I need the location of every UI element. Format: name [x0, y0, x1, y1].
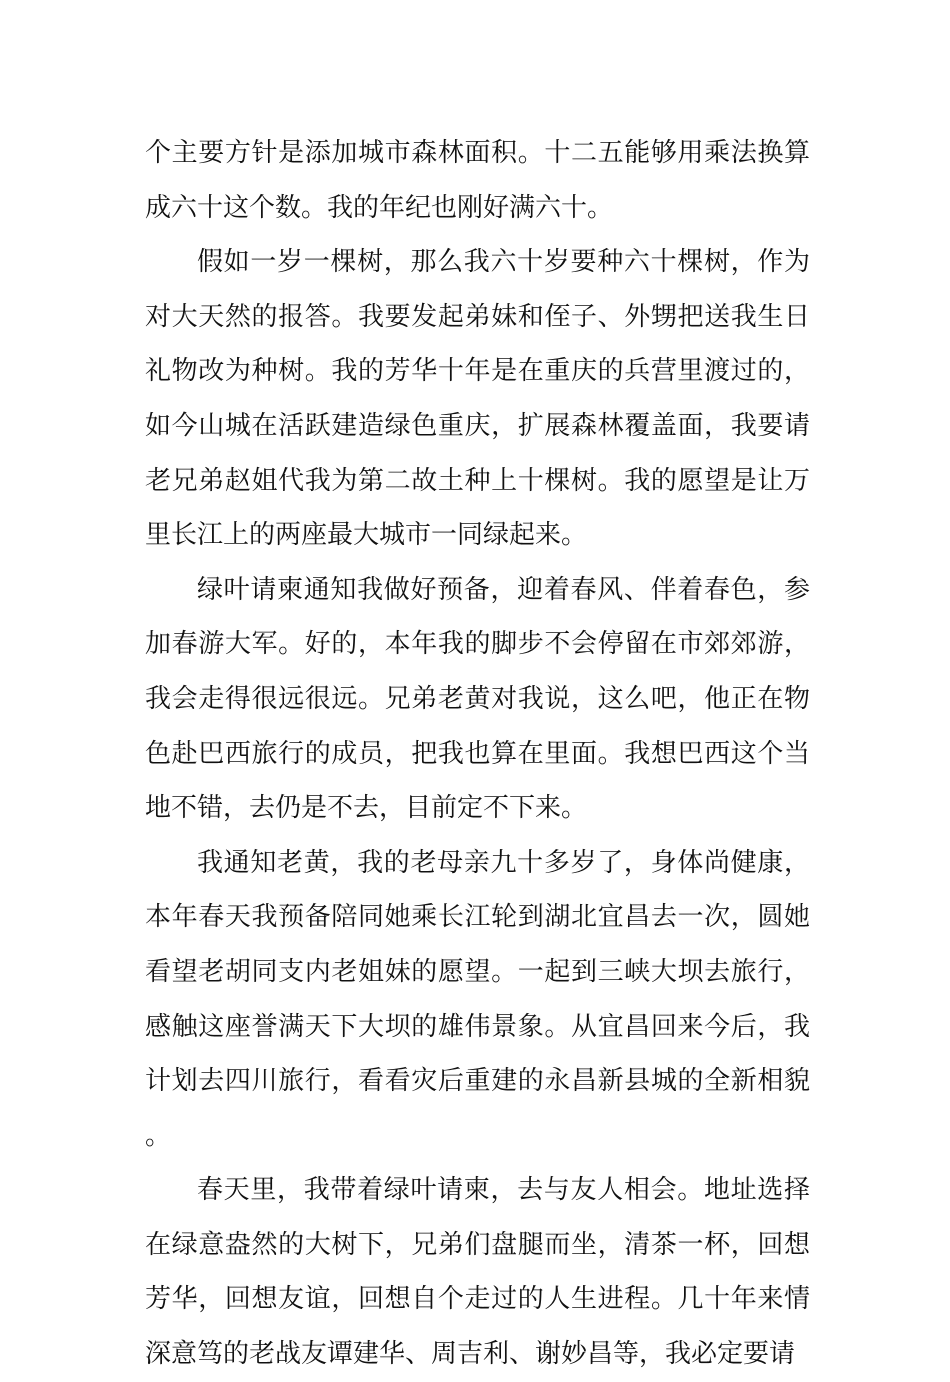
paragraph: 春天里，我带着绿叶请柬，去与友人相会。地址选择在绿意盎然的大树下，兄弟们盘腿而坐，清茶一杯，回想芳华，回想友谊，回想自个走过的人生进程。几十年来情深意笃的老战友谭建华、周吉利、谢妙昌等，我必定要请 [145, 1175, 810, 1370]
paragraph: 绿叶请柬通知我做好预备，迎着春风、伴着春色，参加春游大军。好的，本年我的脚步不会停留在市郊郊游，我会走得很远很远。兄弟老黄对我说，这么吧，他正在物色赴巴西旅行的成员，把我也算在里面。我想巴西这个当地不错，去仍是不去，目前定不下来。 [145, 574, 810, 824]
document-body [145, 126, 810, 1382]
paragraph: 我通知老黄，我的老母亲九十多岁了，身体尚健康，本年春天我预备陪同她乘长江轮到湖北宜昌去一次，圆她看望老胡同支内老姐妹的愿望。一起到三峡大坝去旅行，感触这座誉满天下大坝的雄伟景象。从宜昌回来今后，我计划去四川旅行，看看灾后重建的永昌新县城的全新相貌。 [145, 847, 810, 1151]
paragraph: 假如一岁一棵树，那么我六十岁要种六十棵树，作为对大天然的报答。我要发起弟妹和侄子、外甥把送我生日礼物改为种树。我的芳华十年是在重庆的兵营里渡过的，如今山城在活跃建造绿色重庆，扩展森林覆盖面，我要请老兄弟赵姐代我为第二故土种上十棵树。我的愿望是让万里长江上的两座最大城市一同绿起来。 [145, 247, 810, 551]
paragraph: 个主要方针是添加城市森林面积。十二五能够用乘法换算成六十这个数。我的年纪也刚好满六十。 [145, 138, 810, 223]
